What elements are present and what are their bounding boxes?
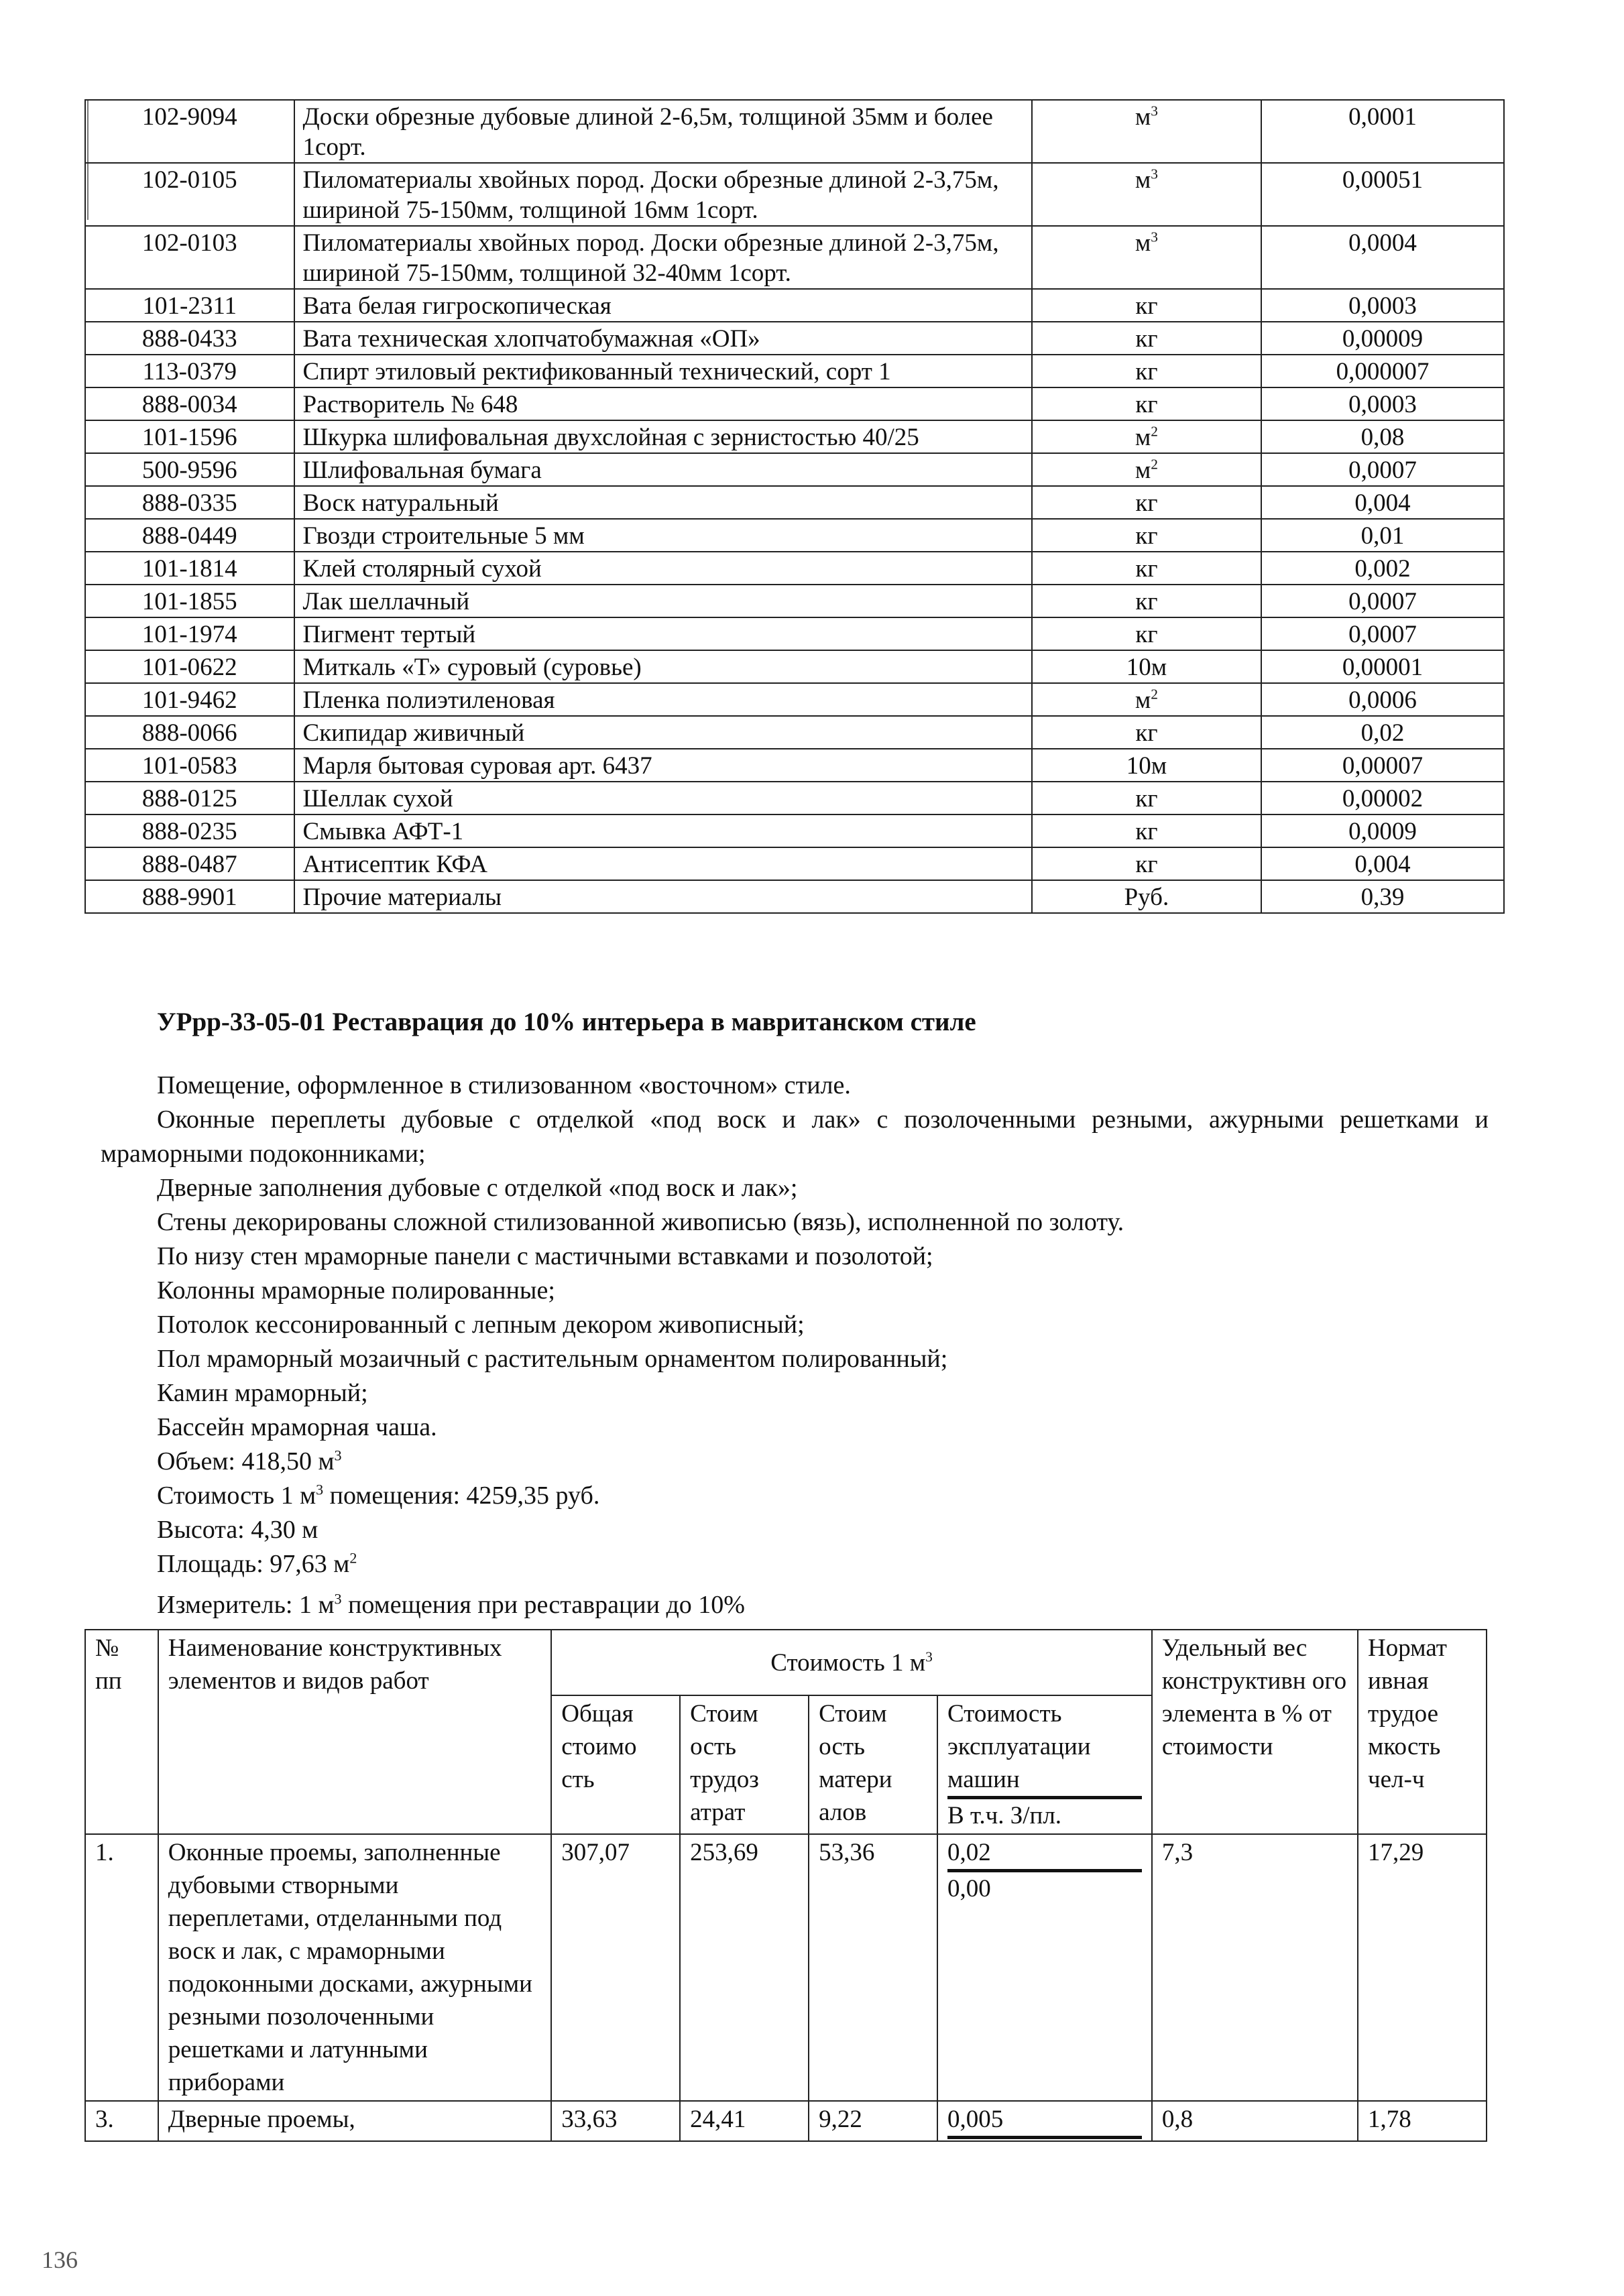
material-qty: 0,0006 [1261, 683, 1504, 716]
material-qty: 0,002 [1261, 552, 1504, 585]
material-unit: кг [1032, 552, 1261, 585]
material-name: Скипидар живичный [294, 716, 1032, 749]
material-name: Пиломатериалы хвойных пород. Доски обрезные длиной 2-3,75м, шириной 75-150мм, толщиной 32-40мм 1сорт. [294, 226, 1032, 289]
description-paragraph: Потолок кессонированный с лепным декором живописный; [157, 1311, 805, 1339]
header-materials: Стоим ость матери алов [809, 1695, 937, 1834]
material-code: 113-0379 [85, 355, 294, 387]
material-row [85, 782, 1504, 814]
material-qty: 0,00009 [1261, 322, 1504, 355]
material-name: Вата белая гигроскопическая [294, 289, 1032, 322]
material-unit: кг [1032, 387, 1261, 420]
header-no: № пп [85, 1630, 158, 1834]
cost-row [85, 2101, 1487, 2141]
material-row [85, 100, 1504, 163]
material-row [85, 585, 1504, 617]
header-share: Удельный вес конструктивн ого элемента в % от стоимости [1152, 1630, 1358, 1834]
header-norm: Нормат ивная трудое мкость чел-ч [1358, 1630, 1487, 1834]
material-name: Вата техническая хлопчатобумажная «ОП» [294, 322, 1032, 355]
material-qty: 0,0003 [1261, 387, 1504, 420]
material-code: 888-0235 [85, 814, 294, 847]
material-unit: Руб. [1032, 880, 1261, 913]
material-name: Шеллак сухой [294, 782, 1032, 814]
material-row [85, 650, 1504, 683]
material-code: 101-2311 [85, 289, 294, 322]
row-labor: 253,69 [680, 1834, 809, 2101]
material-qty: 0,00007 [1261, 749, 1504, 782]
row-share: 7,3 [1152, 1834, 1358, 2101]
material-qty: 0,0007 [1261, 585, 1504, 617]
material-name: Шкурка шлифовальная двухслойная с зернистостью 40/25 [294, 420, 1032, 453]
height-line: Высота: 4,30 м [157, 1516, 318, 1544]
materials-table [84, 99, 1505, 914]
row-norm: 1,78 [1358, 2101, 1487, 2141]
material-name: Спирт этиловый ректификованный технический, сорт 1 [294, 355, 1032, 387]
header-total: Общая стоимо сть [551, 1695, 680, 1834]
row-labor: 24,41 [680, 2101, 809, 2141]
material-row [85, 289, 1504, 322]
row-name: Оконные проемы, заполненные дубовыми створными переплетами, отделанными под воск и лак, с мраморными подоконными досками, ажурными резными позолоченными решетками и латунными приборами [158, 1834, 551, 2101]
material-code: 101-1814 [85, 552, 294, 585]
volume-line: Объем: 418,50 $м^3$ [157, 1447, 342, 1475]
material-unit: кг [1032, 617, 1261, 650]
material-code: 102-0105 [85, 163, 294, 226]
material-qty: 0,0003 [1261, 289, 1504, 322]
material-unit: $м^3$ [1032, 100, 1261, 163]
material-qty: 0,00051 [1261, 163, 1504, 226]
material-qty: 0,0007 [1261, 617, 1504, 650]
header-name: Наименование конструктивных элементов и видов работ [158, 1630, 551, 1834]
row-machines: 0,02 0,00 [937, 1834, 1152, 2101]
material-unit: $м^2$ [1032, 683, 1261, 716]
description-paragraph: Пол мраморный мозаичный с растительным орнаментом полированный; [157, 1345, 948, 1373]
row-materials: 53,36 [809, 1834, 937, 2101]
material-code: 102-9094 [85, 100, 294, 163]
material-code: 101-0583 [85, 749, 294, 782]
material-name: Доски обрезные дубовые длиной 2-6,5м, толщиной 35мм и более 1сорт. [294, 100, 1032, 163]
header-machines: Стоимость эксплуатации машин В т.ч. З/пл. [937, 1695, 1152, 1834]
material-unit: $м^2$ [1032, 420, 1261, 453]
material-unit: кг [1032, 289, 1261, 322]
material-code: 101-1596 [85, 420, 294, 453]
material-row [85, 322, 1504, 355]
row-name: Дверные проемы, [158, 2101, 551, 2141]
page-number: 136 [42, 2246, 78, 2273]
material-unit: кг [1032, 716, 1261, 749]
material-code: 888-0487 [85, 847, 294, 880]
material-unit: кг [1032, 486, 1261, 519]
material-name: Растворитель № 648 [294, 387, 1032, 420]
material-code: 500-9596 [85, 453, 294, 486]
material-unit: кг [1032, 355, 1261, 387]
material-name: Смывка АФТ-1 [294, 814, 1032, 847]
description-paragraph: Оконные переплеты дубовые с отделкой «под воск и лак» с позолоченными резными, ажурными решетками и мраморными подоконниками; [101, 1105, 1489, 1168]
description-paragraph: Колонны мраморные полированные; [157, 1276, 555, 1305]
material-qty: 0,0004 [1261, 226, 1504, 289]
material-row [85, 847, 1504, 880]
material-name: Марля бытовая суровая арт. 6437 [294, 749, 1032, 782]
material-code: 888-0433 [85, 322, 294, 355]
material-row [85, 814, 1504, 847]
material-code: 888-0066 [85, 716, 294, 749]
material-code: 888-0034 [85, 387, 294, 420]
material-unit: кг [1032, 847, 1261, 880]
material-name: Воск натуральный [294, 486, 1032, 519]
row-machines: 0,005 [937, 2101, 1152, 2141]
material-qty: 0,004 [1261, 486, 1504, 519]
material-name: Миткаль «Т» суровый (суровье) [294, 650, 1032, 683]
material-unit: кг [1032, 585, 1261, 617]
description-paragraph: Помещение, оформленное в стилизованном «восточном» стиле. [157, 1071, 851, 1099]
material-unit: кг [1032, 519, 1261, 552]
material-qty: 0,004 [1261, 847, 1504, 880]
material-row [85, 355, 1504, 387]
material-qty: 0,08 [1261, 420, 1504, 453]
area-line: Площадь: 97,63 $м^2$ [157, 1549, 357, 1578]
description-paragraph: Камин мраморный; [157, 1379, 368, 1407]
material-qty: 0,00001 [1261, 650, 1504, 683]
material-row [85, 880, 1504, 913]
measurement-unit-line: Измеритель: 1 $м^3$ помещения при реставрации до 10% [157, 1590, 745, 1619]
material-code: 101-1855 [85, 585, 294, 617]
description-paragraph: Бассейн мраморная чаша. [157, 1413, 437, 1441]
material-row [85, 519, 1504, 552]
header-cost-group: Стоимость 1 $м^3$ [551, 1630, 1152, 1695]
section-title: УРрр-33-05-01 Реставрация до 10% интерьера в мавританском стиле [157, 1008, 976, 1036]
material-qty: 0,02 [1261, 716, 1504, 749]
material-code: 888-0449 [85, 519, 294, 552]
material-name: Клей столярный сухой [294, 552, 1032, 585]
cost-table [84, 1629, 1487, 2142]
material-code: 101-9462 [85, 683, 294, 716]
material-qty: 0,01 [1261, 519, 1504, 552]
material-row [85, 387, 1504, 420]
material-name: Прочие материалы [294, 880, 1032, 913]
material-row [85, 749, 1504, 782]
row-materials: 9,22 [809, 2101, 937, 2141]
material-unit: кг [1032, 782, 1261, 814]
row-share: 0,8 [1152, 2101, 1358, 2141]
description-paragraph: Дверные заполнения дубовые с отделкой «под воск и лак»; [157, 1174, 798, 1202]
material-qty: 0,0009 [1261, 814, 1504, 847]
material-code: 888-0335 [85, 486, 294, 519]
cost-row [85, 1834, 1487, 2101]
material-unit: 10м [1032, 650, 1261, 683]
description-paragraph: По низу стен мраморные панели с мастичными вставками и позолотой; [157, 1242, 933, 1270]
material-unit: кг [1032, 814, 1261, 847]
unit-cost-line: Стоимость 1 $м^3$ помещения: 4259,35 руб. [157, 1481, 600, 1510]
material-qty: 0,39 [1261, 880, 1504, 913]
description-paragraph: Стены декорированы сложной стилизованной живописью (вязь), исполненной по золоту. [157, 1208, 1124, 1236]
material-row [85, 420, 1504, 453]
header-labor: Стоим ость трудоз атрат [680, 1695, 809, 1834]
material-name: Пленка полиэтиленовая [294, 683, 1032, 716]
material-unit: $м^3$ [1032, 163, 1261, 226]
material-qty: 0,0007 [1261, 453, 1504, 486]
row-norm: 17,29 [1358, 1834, 1487, 2101]
material-code: 101-1974 [85, 617, 294, 650]
section-description [101, 1069, 1489, 1581]
material-name: Пиломатериалы хвойных пород. Доски обрезные длиной 2-3,75м, шириной 75-150мм, толщиной 16мм 1сорт. [294, 163, 1032, 226]
material-row [85, 453, 1504, 486]
row-total: 33,63 [551, 2101, 680, 2141]
material-name: Антисептик КФА [294, 847, 1032, 880]
material-unit: $м^3$ [1032, 226, 1261, 289]
material-name: Шлифовальная бумага [294, 453, 1032, 486]
material-row [85, 683, 1504, 716]
material-unit: кг [1032, 322, 1261, 355]
material-qty: 0,000007 [1261, 355, 1504, 387]
material-row [85, 617, 1504, 650]
material-code: 101-0622 [85, 650, 294, 683]
row-no: 3. [85, 2101, 158, 2141]
material-name: Пигмент тертый [294, 617, 1032, 650]
material-qty: 0,00002 [1261, 782, 1504, 814]
material-code: 888-0125 [85, 782, 294, 814]
material-qty: 0,0001 [1261, 100, 1504, 163]
row-no: 1. [85, 1834, 158, 2101]
row-total: 307,07 [551, 1834, 680, 2101]
material-name: Лак шеллачный [294, 585, 1032, 617]
material-unit: 10м [1032, 749, 1261, 782]
material-unit: $м^2$ [1032, 453, 1261, 486]
material-row [85, 486, 1504, 519]
material-code: 888-9901 [85, 880, 294, 913]
material-row [85, 226, 1504, 289]
material-name: Гвозди строительные 5 мм [294, 519, 1032, 552]
material-row [85, 163, 1504, 226]
material-row [85, 552, 1504, 585]
material-code: 102-0103 [85, 226, 294, 289]
material-row [85, 716, 1504, 749]
